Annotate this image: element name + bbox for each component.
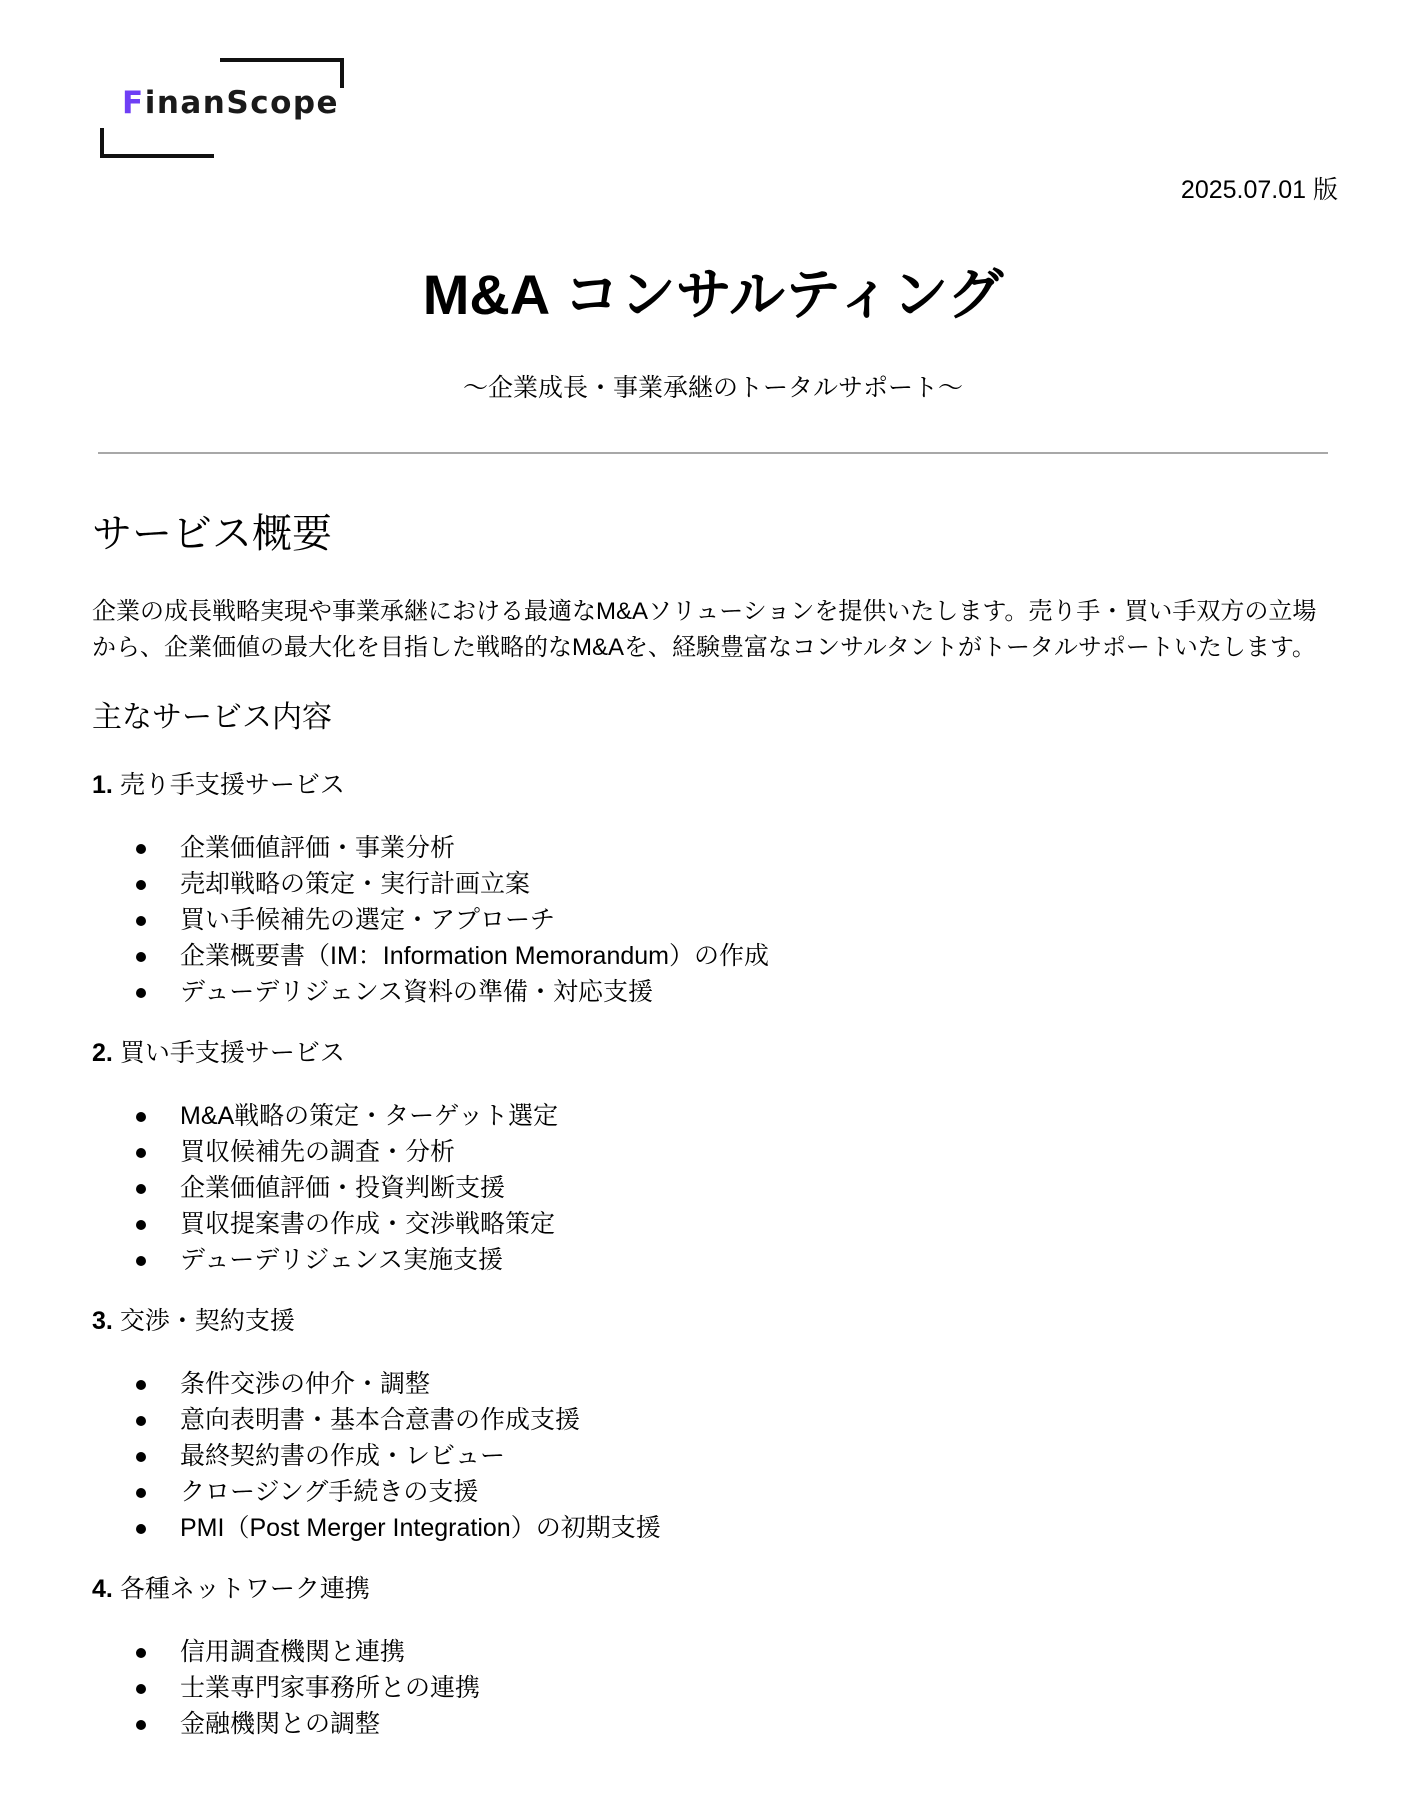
bullet-icon (136, 1524, 146, 1534)
bullet-icon (136, 1148, 146, 1158)
section-number: 2. (92, 1039, 113, 1067)
section-title (92, 1038, 1332, 1068)
service-list (92, 1634, 1332, 1742)
list-item-text: PMI（Post Merger Integration）の初期支援 (180, 1514, 661, 1542)
section-title (92, 770, 1332, 800)
list-item (136, 1098, 1332, 1134)
overview-heading: サービス概要 (92, 512, 332, 556)
list-item (136, 1706, 1332, 1742)
list-item (136, 1510, 1332, 1546)
list-item-text: 信用調査機関と連携 (180, 1638, 406, 1666)
bullet-icon (136, 1112, 146, 1122)
list-item (136, 1134, 1332, 1170)
list-item-text: 最終契約書の作成・レビュー (180, 1442, 506, 1470)
bullet-icon (136, 916, 146, 926)
bullet-icon (136, 1488, 146, 1498)
finanscope-logo (100, 58, 346, 160)
list-item (136, 1242, 1332, 1278)
page-title: M&A コンサルティング (422, 263, 1004, 326)
bullet-icon (136, 1184, 146, 1194)
service-section (92, 1574, 1332, 1742)
list-item-text: 買収候補先の調査・分析 (180, 1138, 456, 1166)
list-item-text: 企業価値評価・事業分析 (180, 834, 456, 862)
divider (98, 452, 1328, 454)
service-sections (92, 770, 1332, 1742)
section-title-text: 売り手支援サービス (119, 771, 345, 799)
bullet-icon (136, 844, 146, 854)
list-item (136, 1438, 1332, 1474)
bullet-icon (136, 1220, 146, 1230)
list-item-text: 条件交渉の仲介・調整 (180, 1370, 431, 1398)
page-subtitle: ～企業成長・事業承継のトータルサポート～ (462, 374, 963, 402)
list-item-text: 売却戦略の策定・実行計画立案 (180, 870, 531, 898)
list-item-text: デューデリジェンス実施支援 (180, 1246, 504, 1274)
list-item-text: 買い手候補先の選定・アプローチ (180, 906, 556, 934)
list-item-text: デューデリジェンス資料の準備・対応支援 (180, 978, 654, 1006)
list-item (136, 974, 1332, 1010)
section-title-text: 交渉・契約支援 (119, 1307, 295, 1335)
bullet-icon (136, 1684, 146, 1694)
bullet-icon (136, 1720, 146, 1730)
section-title-text: 各種ネットワーク連携 (119, 1575, 370, 1603)
bullet-icon (136, 880, 146, 890)
list-item-text: クロージング手続きの支援 (180, 1478, 479, 1506)
version-label: 2025.07.01 版 (1180, 176, 1338, 204)
bullet-icon (136, 1452, 146, 1462)
logo-letter-f: F (122, 85, 145, 121)
section-number: 1. (92, 771, 113, 799)
section-number: 4. (92, 1575, 113, 1603)
document-body (92, 510, 1332, 1742)
list-item-text: M&A戦略の策定・ターゲット選定 (180, 1102, 559, 1130)
list-item (136, 1170, 1332, 1206)
list-item-text: 買収提案書の作成・交渉戦略策定 (180, 1210, 556, 1238)
bullet-icon (136, 952, 146, 962)
section-number: 3. (92, 1307, 113, 1335)
list-item (136, 1474, 1332, 1510)
bullet-icon (136, 1416, 146, 1426)
logo-letters-rest: inanScope (144, 85, 340, 121)
list-item-text: 企業概要書（IM：Information Memorandum）の作成 (180, 942, 770, 970)
list-item (136, 830, 1332, 866)
service-section (92, 1306, 1332, 1546)
list-item-text: 企業価値評価・投資判断支援 (180, 1174, 506, 1202)
list-item (136, 1670, 1332, 1706)
list-item-text: 意向表明書・基本合意書の作成支援 (180, 1406, 581, 1434)
bullet-icon (136, 1256, 146, 1266)
list-item-text: 士業専門家事務所との連携 (180, 1674, 481, 1702)
bullet-icon (136, 1380, 146, 1390)
list-item (136, 866, 1332, 902)
service-list (92, 1098, 1332, 1278)
list-item (136, 1402, 1332, 1438)
overview-text: 企業の成長戦略実現や事業承継における最適なM&Aソリューションを提供いたします。売り手・買い手双方の立場から、企業価値の最大化を目指した戦略的なM&Aを、経験豊富なコンサルタントがトータルサポートいたします。 (92, 598, 1317, 661)
service-list (92, 1366, 1332, 1546)
logo-bracket-top (220, 58, 344, 88)
service-section (92, 1038, 1332, 1278)
service-section (92, 770, 1332, 1010)
service-list (92, 830, 1332, 1010)
bullet-icon (136, 1648, 146, 1658)
logo-bracket-bottom (100, 128, 214, 158)
bullet-icon (136, 988, 146, 998)
section-title-text: 買い手支援サービス (119, 1039, 345, 1067)
list-item-text: 金融機関との調整 (180, 1710, 381, 1738)
services-heading: 主なサービス内容 (92, 701, 332, 734)
section-title (92, 1574, 1332, 1604)
section-title (92, 1306, 1332, 1336)
list-item (136, 1634, 1332, 1670)
list-item (136, 902, 1332, 938)
list-item (136, 1366, 1332, 1402)
list-item (136, 938, 1332, 974)
list-item (136, 1206, 1332, 1242)
logo-wordmark (122, 85, 340, 121)
